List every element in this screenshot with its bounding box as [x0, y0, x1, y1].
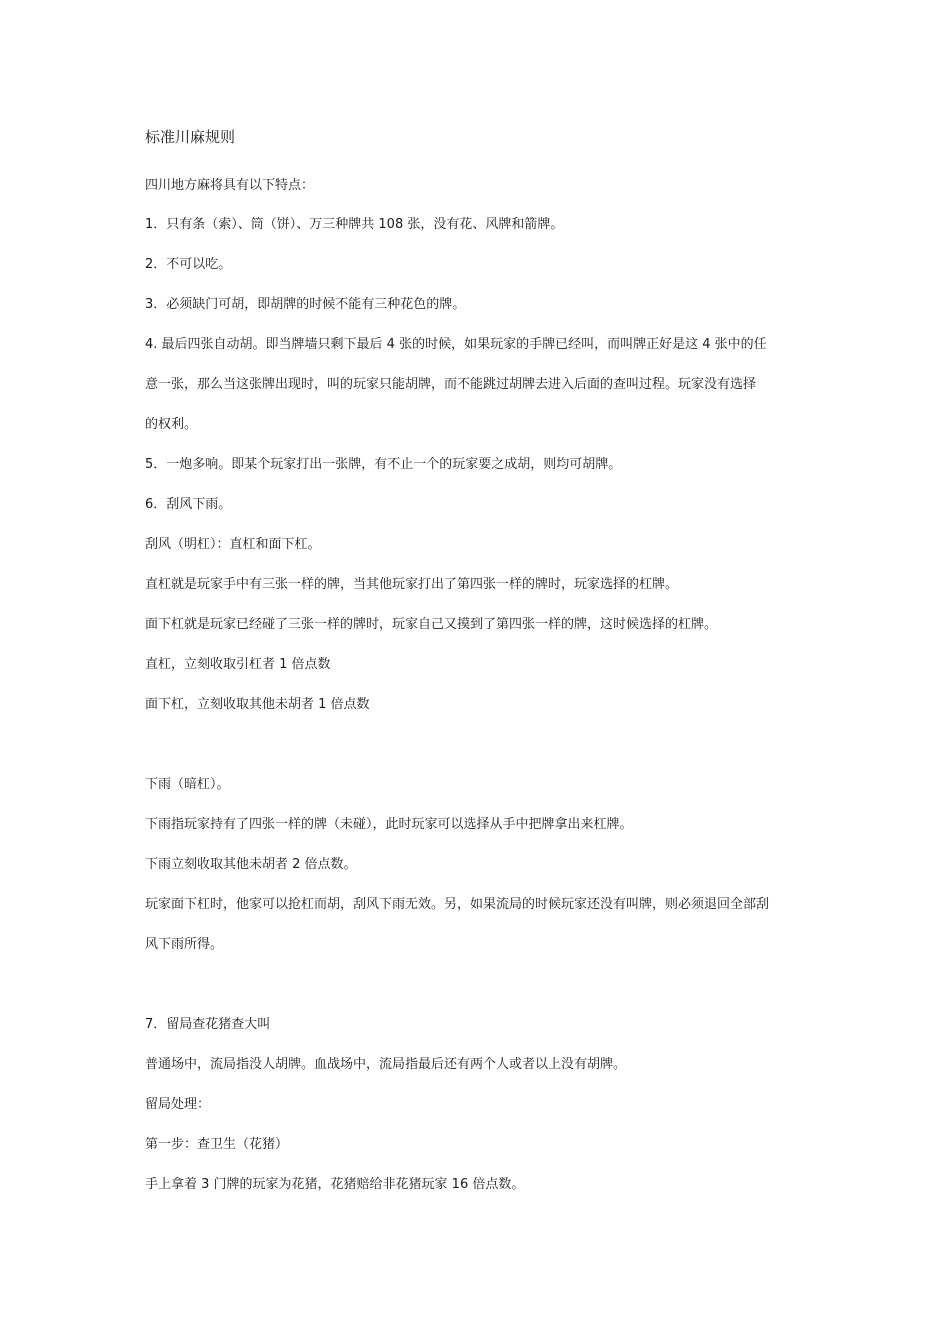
mianxiagang-definition: 面下杠就是玩家已经碰了三张一样的牌时，玩家自己又摸到了第四张一样的牌，这时候选择的杠牌。	[145, 617, 718, 632]
xiayu-heading: 下雨（暗杠）。	[145, 777, 230, 792]
rule-4-line-2: 意一张，那么当这张牌出现时，叫的玩家只能胡牌，而不能跳过胡牌去进入后面的查叫过程。玩家没有选择	[145, 377, 757, 392]
qianggang-line-2: 风下雨所得。	[145, 937, 224, 952]
huazhu-rule: 手上拿着 3 门牌的玩家为花猪，花猪赔给非花猪玩家 16 倍点数。	[145, 1177, 525, 1192]
zhigang-payout: 直杠，立刻收取引杠者 1 倍点数	[145, 657, 331, 672]
rule-2: 2．不可以吃。	[145, 257, 232, 272]
rule-7: 7．留局查花猪查大叫	[145, 1017, 271, 1032]
paragraph-intro: 四川地方麻将具有以下特点：	[145, 178, 315, 193]
liuju-definition: 普通场中，流局指没人胡牌。血战场中，流局指最后还有两个人或者以上没有胡牌。	[145, 1057, 627, 1072]
rule-4-line-1: 4. 最后四张自动胡。即当牌墙只剩下最后 4 张的时候，如果玩家的手牌已经叫，而叫牌正好是这 4 张中的任	[145, 337, 767, 352]
gang-definition: 刮风（明杠）：直杠和面下杠。	[145, 537, 321, 552]
xiayu-payout: 下雨立刻收取其他未胡者 2 倍点数。	[145, 857, 357, 872]
step-1: 第一步：查卫生（花猪）	[145, 1137, 289, 1152]
xiayu-definition: 下雨指玩家持有了四张一样的牌（未碰），此时玩家可以选择从手中把牌拿出来杠牌。	[145, 817, 633, 832]
liuju-handling: 留局处理：	[145, 1097, 211, 1112]
qianggang-line-1: 玩家面下杠时，他家可以抢杠而胡，刮风下雨无效。另，如果流局的时候玩家还没有叫牌，则必须退回全部刮	[145, 897, 770, 912]
rule-4-line-3: 的权利。	[145, 417, 198, 432]
rule-1: 1．只有条（索）、筒（饼）、万三种牌共 108 张，没有花、风牌和箭牌。	[145, 217, 564, 232]
rule-3: 3．必须缺门可胡，即胡牌的时候不能有三种花色的牌。	[145, 297, 466, 312]
rule-6: 6．刮风下雨。	[145, 497, 232, 512]
mianxiagang-payout: 面下杠，立刻收取其他未胡者 1 倍点数	[145, 697, 370, 712]
document-title: 标准川麻规则	[145, 128, 236, 146]
zhigang-definition: 直杠就是玩家手中有三张一样的牌，当其他玩家打出了第四张一样的牌时，玩家选择的杠牌。	[145, 577, 679, 592]
rule-5: 5．一炮多响。即某个玩家打出一张牌，有不止一个的玩家要之成胡，则均可胡牌。	[145, 457, 622, 472]
